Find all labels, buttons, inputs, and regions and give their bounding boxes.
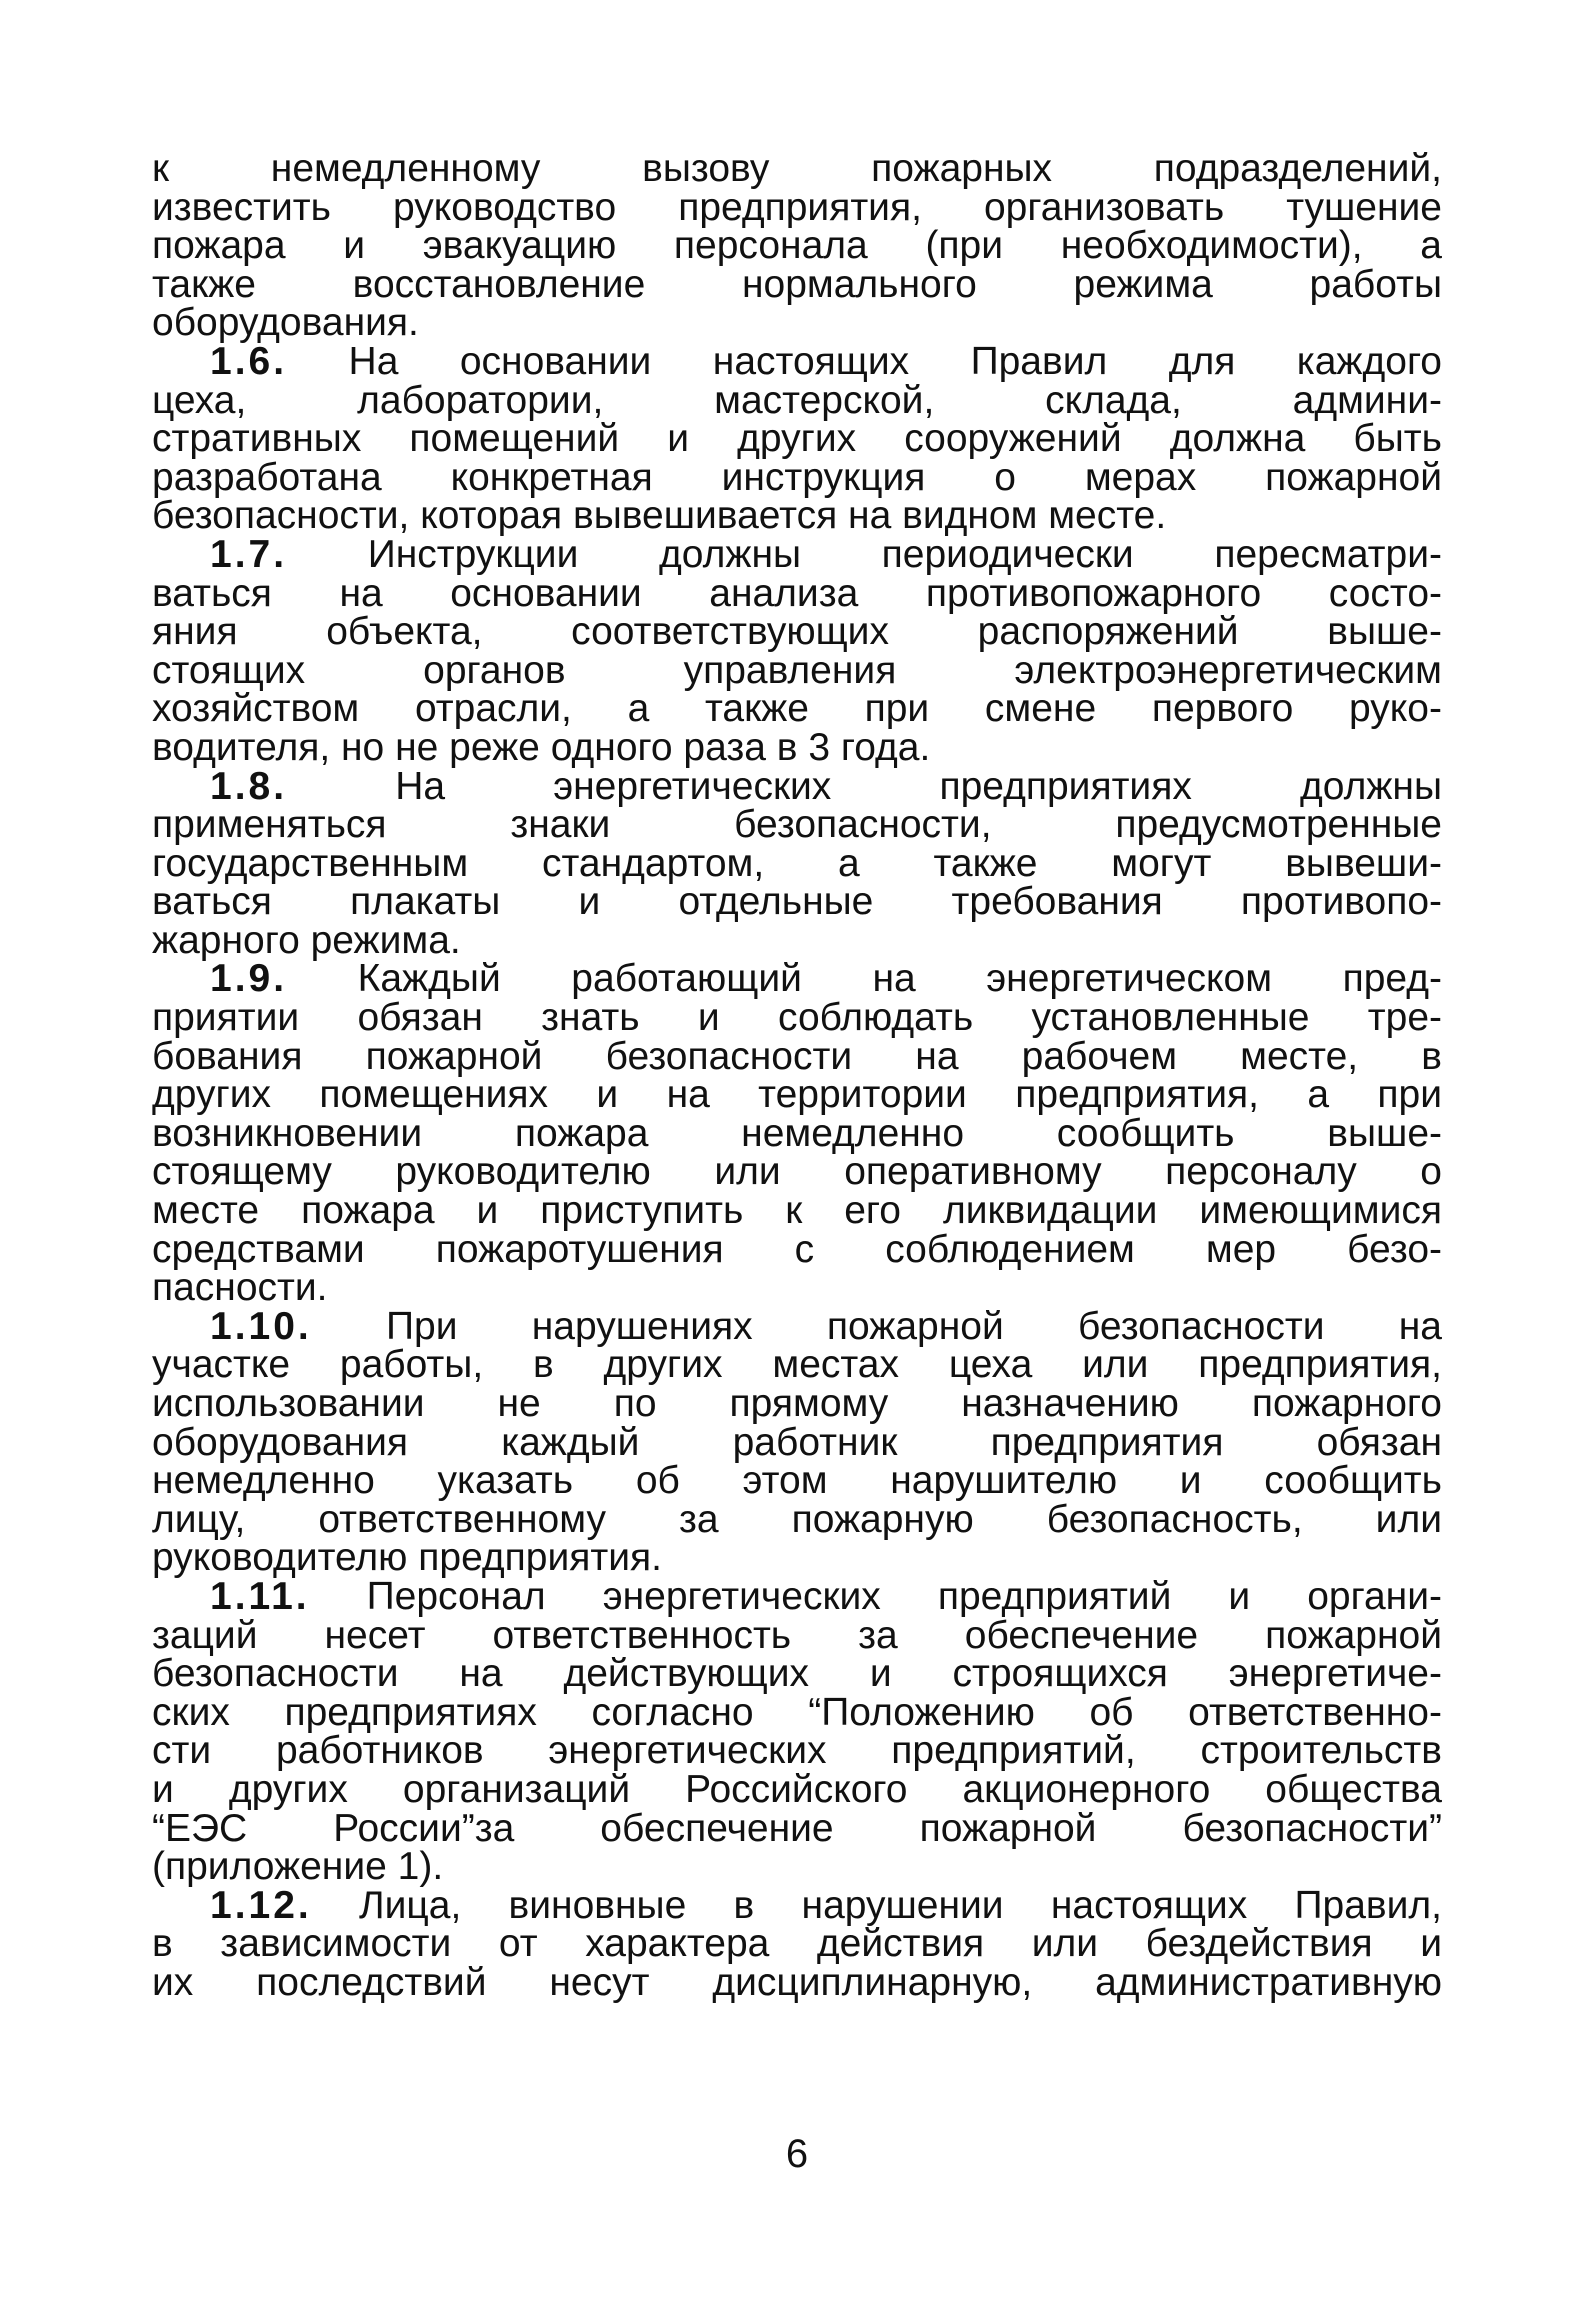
paragraph-1-7: [152, 532, 1442, 769]
text-line: также восстановление нормального режима работы: [152, 262, 1442, 306]
clause-number: 1.10.: [210, 1304, 312, 1348]
text-line: средствами пожаротушения с соблюдением мер безо-: [152, 1227, 1442, 1271]
text-line-first: [152, 957, 1442, 1001]
paragraph-1-9: [152, 957, 1442, 1310]
text-line: (приложение 1).: [152, 1845, 444, 1889]
text-line: ваться плакаты и отдельные требования противопо-: [152, 880, 1442, 924]
text-line: других помещениях и на территории предприятия, а при: [152, 1073, 1442, 1117]
text-line: и других организаций Российского акционерного общества: [152, 1767, 1442, 1811]
text-line: бования пожарной безопасности на рабочем месте, в: [152, 1034, 1442, 1078]
paragraph-1-11: [152, 1574, 1442, 1889]
text-span: Лица, виновные в нарушении настоящих Правил,: [359, 1883, 1442, 1927]
text-line: пасности.: [152, 1266, 328, 1310]
text-span: Инструкции должны периодически пересматри-: [367, 532, 1442, 576]
paragraph-continuation: [152, 147, 1442, 345]
text-span: На основании настоящих Правил для каждого: [348, 339, 1442, 383]
text-span: На энергетических предприятиях должны: [395, 764, 1442, 808]
clause-number: 1.7.: [210, 532, 288, 576]
text-line: их последствий несут дисциплинарную, административную: [152, 1960, 1442, 2004]
text-line: “ЕЭС России”за обеспечение пожарной безопасности”: [152, 1806, 1442, 1850]
text-span: Персонал энергетических предприятий и органи-: [366, 1574, 1442, 1618]
paragraph-1-12: [152, 1883, 1442, 2004]
text-line: месте пожара и приступить к его ликвидации имеющимися: [152, 1189, 1442, 1233]
clause-number: 1.9.: [210, 957, 288, 1001]
text-line: пожара и эвакуацию персонала (при необходимости), а: [152, 224, 1442, 268]
clause-number: 1.12.: [210, 1883, 312, 1927]
text-line: участке работы, в других местах цеха или предприятия,: [152, 1343, 1442, 1387]
text-line: заций несет ответственность за обеспечение пожарной: [152, 1613, 1442, 1657]
text-span: Каждый работающий на энергетическом пред-: [357, 957, 1442, 1001]
text-line: возникновении пожара немедленно сообщить выше-: [152, 1111, 1442, 1155]
text-line-first: [152, 532, 1442, 576]
text-line: оборудования.: [152, 301, 419, 345]
text-line-first: [152, 1304, 1442, 1348]
text-line: водителя, но не реже одного раза в 3 года.: [152, 725, 931, 769]
text-line: сти работников энергетических предприятий, строительств: [152, 1729, 1442, 1773]
text-line: яния объекта, соответствующих распоряжений выше-: [152, 610, 1442, 654]
paragraph-1-6: [152, 339, 1442, 538]
text-line: в зависимости от характера действия или бездействия и: [152, 1922, 1442, 1966]
text-line: приятии обязан знать и соблюдать установленные тре-: [152, 996, 1442, 1040]
text-line: оборудования каждый работник предприятия обязан: [152, 1420, 1442, 1464]
text-line: разработана конкретная инструкция о мерах пожарной: [152, 455, 1442, 499]
clause-number: 1.8.: [210, 764, 288, 808]
text-line-first: [152, 764, 1442, 808]
text-line: к немедленному вызову пожарных подразделений,: [152, 147, 1442, 190]
text-line: жарного режима.: [152, 918, 461, 962]
text-line: стративных помещений и других сооружений должна быть: [152, 417, 1442, 461]
text-line: известить руководство предприятия, организовать тушение: [152, 185, 1442, 229]
text-line-first: [152, 1574, 1442, 1618]
text-line: стоящему руководителю или оперативному персоналу о: [152, 1150, 1442, 1194]
text-line: немедленно указать об этом нарушителю и сообщить: [152, 1459, 1442, 1503]
text-span: При нарушениях пожарной безопасности на: [386, 1304, 1442, 1348]
text-line: цеха, лаборатории, мастерской, склада, админи-: [152, 378, 1442, 422]
text-line: ваться на основании анализа противопожарного состо-: [152, 571, 1442, 615]
page-number: 6: [785, 2132, 809, 2176]
clause-number: 1.11.: [210, 1574, 310, 1618]
text-line: хозяйством отрасли, а также при смене первого руко-: [152, 687, 1442, 731]
paragraph-1-10: [152, 1304, 1442, 1580]
text-line: стоящих органов управления электроэнергетическим: [152, 648, 1442, 692]
text-line: применяться знаки безопасности, предусмотренные: [152, 803, 1442, 847]
document-page: [152, 147, 1442, 2280]
text-line: государственным стандартом, а также могут вывеши-: [152, 841, 1442, 885]
paragraph-1-8: [152, 764, 1442, 962]
text-line: безопасности, которая вывешивается на видном месте.: [152, 494, 1167, 538]
clause-number: 1.6.: [210, 339, 288, 383]
text-line-first: [152, 339, 1442, 383]
text-line-first: [152, 1883, 1442, 1927]
text-line: безопасности на действующих и строящихся энергетиче-: [152, 1652, 1442, 1696]
text-line: ских предприятиях согласно “Положению об ответственно-: [152, 1690, 1442, 1734]
text-line: руководителю предприятия.: [152, 1536, 662, 1580]
text-line: использовании не по прямому назначению пожарного: [152, 1382, 1442, 1425]
text-line: лицу, ответственному за пожарную безопасность, или: [152, 1497, 1442, 1541]
